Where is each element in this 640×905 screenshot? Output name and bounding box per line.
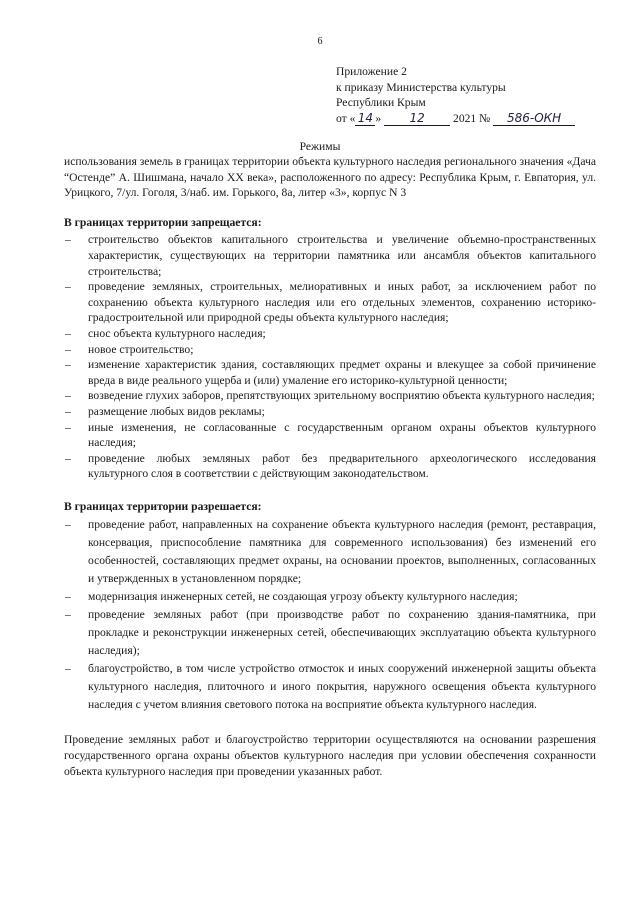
permitted-heading: В границах территории разрешается: [64, 499, 262, 513]
appendix-order-line: к приказу Министерства культуры [336, 80, 506, 94]
appendix-header [336, 64, 606, 126]
permitted-item: – проведение земляных работ (при производстве работ по сохранению здания-памятника, при прокладке и реконструкции инженерных сетей, обеспечивающих эксплуатацию объекта культурного наследия); [64, 606, 596, 660]
prohibited-list [64, 232, 596, 482]
date-prefix: от « [336, 111, 356, 125]
prohibited-item: – размещение любых видов рекламы; [64, 404, 596, 420]
prohibited-item: – проведение любых земляных работ без предварительного археологического исследования культурного слоя в соответствии с действующим законодательством. [64, 451, 596, 482]
closing-paragraph: Проведение земляных работ и благоустройство территории осуществляются на основании разрешения государственного органа охраны объектов культурного наследия при условии обеспечения сохранности объекта культурного наследия при проведении указанных работ. [64, 733, 596, 778]
prohibited-item: – новое строительство; [64, 342, 596, 358]
document-title: Режимы [299, 140, 341, 153]
permitted-item: – модернизация инженерных сетей, не создающая угрозу объекту культурного наследия; [64, 588, 596, 606]
prohibited-item: – строительство объектов капитального строительства и увеличение объемно-пространственных характеристик, существующих на территории памятника или ансамбля объектов капитального строительства; [64, 232, 596, 279]
appendix-ministry-line: Республики Крым [336, 96, 426, 110]
intro-paragraph: использования земель в границах территории объекта культурного наследия регионального значения «Дача “Остенде” А. Шишмана, начало XX века», расположенного по адресу: Республика Крым, г. Евпатория, ул. Урицкого, 7/ул. Гоголя, 3/наб. им. Горького, 8а, литер «3», корпус N 3 [64, 155, 596, 200]
prohibited-heading: В границах территории запрещается: [64, 215, 262, 229]
prohibited-item: – снос объекта культурного наследия; [64, 326, 596, 342]
handwritten-day: 14 [355, 112, 375, 126]
permitted-list [64, 516, 596, 714]
page-number: 6 [317, 36, 323, 47]
date-quote-close: » [375, 111, 382, 125]
prohibited-item: – иные изменения, не согласованные с государственным органом охраны объектов культурного наследия; [64, 420, 596, 451]
appendix-title: Приложение 2 [336, 65, 407, 78]
prohibited-item: – изменение характеристик здания, составляющих предмет охраны и влекущее за собой причинение вреда в виде реального ущерба и (или) умаление его историко-культурной ценности; [64, 357, 596, 388]
permitted-item: – благоустройство, в том числе устройство отмосток и иных сооружений инженерной защиты объекта культурного наследия, плиточного и иного покрытия, наружного освещения объекта культурного наследия с учетом влияния светового потока на восприятие объекта культурного наследия. [64, 660, 596, 714]
prohibited-item: – возведение глухих заборов, препятствующих зрительному восприятию объекта культурного наследия; [64, 388, 596, 404]
year-label: 2021 № [453, 111, 491, 125]
prohibited-item: – проведение земляных, строительных, мелиоративных и иных работ, за исключением работ по сохранению объекта культурного наследия или его отдельных элементов, сохранению историко-градостроительной или природной среды объекта культурного наследия; [64, 279, 596, 326]
handwritten-order-number: 586-ОКН [493, 112, 575, 126]
appendix-date-line [336, 111, 606, 127]
handwritten-month: 12 [384, 112, 450, 126]
permitted-item: – проведение работ, направленных на сохранение объекта культурного наследия (ремонт, реставрация, консервация, приспособление памятника для современного использования) без изменений его особенностей, составляющих предмет охраны, на основании проектов, выполненных, согласованных и утвержденных в установленном порядке; [64, 516, 596, 588]
document-body [64, 154, 596, 779]
